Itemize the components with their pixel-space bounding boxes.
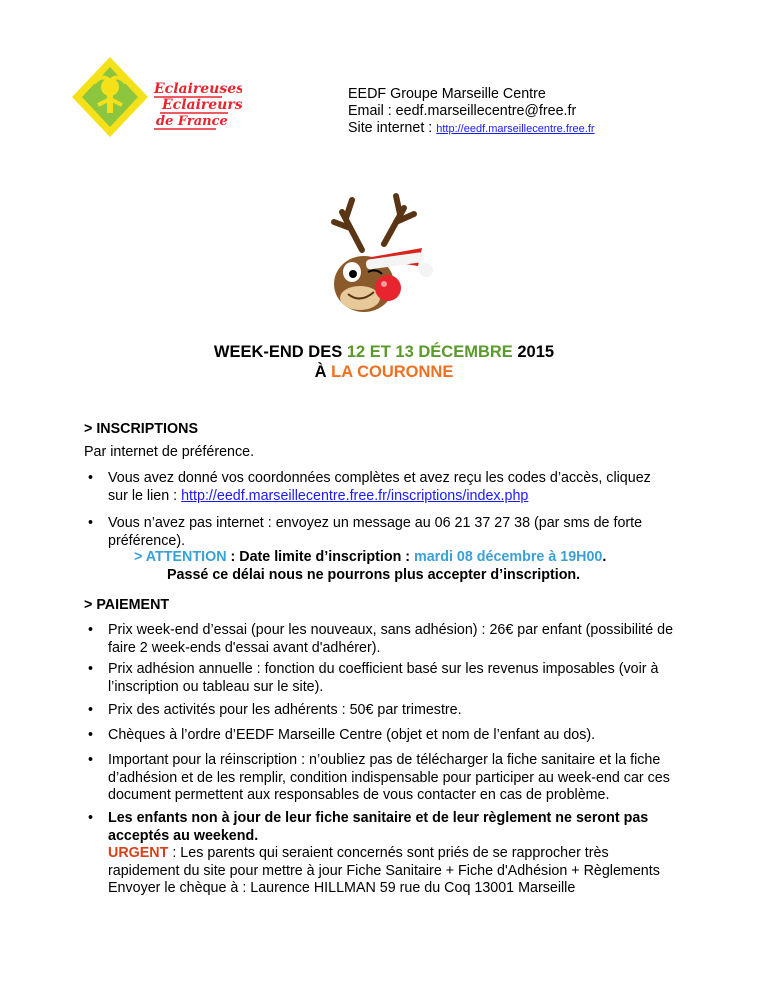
reindeer-illustration xyxy=(322,192,438,318)
attention-line-2: Passé ce délai nous ne pourrons plus accepter d’inscription. xyxy=(167,566,581,583)
attention-text: : Date limite d’inscription : xyxy=(226,549,415,565)
inscription-item-1-line-2 xyxy=(108,488,724,506)
urgent-label: URGENT xyxy=(108,845,169,861)
paiement-item-4: Chèques à l’ordre d’EEDF Marseille Centre (objet et nom de l’enfant au dos). xyxy=(108,727,596,743)
attention-line-1 xyxy=(134,549,606,567)
email-line: Email : eedf.marseillecentre@free.fr xyxy=(348,103,577,119)
title-dates: 12 ET 13 DÉCEMBRE xyxy=(346,343,513,361)
paiement-item-5-line-1: Important pour la réinscription : n’oubliez pas de télécharger la fiche sanitaire et la fiche xyxy=(108,752,661,768)
inscription-item-2-line-2: préférence). xyxy=(108,532,186,549)
inscriptions-intro: Par internet de préférence. xyxy=(84,444,255,460)
paiement-item-2-line-1: Prix adhésion annuelle : fonction du coefficient basé sur les revenus imposables (voir à xyxy=(108,661,659,677)
section-paiement-heading: > PAIEMENT xyxy=(84,597,170,613)
bullet: • xyxy=(88,470,94,486)
paiement-item-3: Prix des activités pour les adhérents : 50€ par trimestre. xyxy=(108,702,462,718)
logo-line-2: Eclaireurs xyxy=(162,97,242,113)
org-name: EEDF Groupe Marseille Centre xyxy=(348,86,546,102)
paiement-item-6-line-1: Les enfants non à jour de leur fiche sanitaire et de leur règlement ne seront pas xyxy=(108,810,649,826)
attention-end: . xyxy=(602,549,607,565)
logo-line-1: Eclaireuses xyxy=(154,81,242,97)
paiement-item-6-line-5: Envoyer le chèque à : Laurence HILLMAN 59 rue du Coq 13001 Marseille xyxy=(108,880,576,896)
title-year: 2015 xyxy=(512,343,555,361)
bullet: • xyxy=(88,727,94,743)
attention-notice xyxy=(134,549,606,584)
inscriptions-link[interactable]: http://eedf.marseillecentre.free.fr/inscriptions/index.php xyxy=(181,487,529,504)
title-prefix: WEEK-END DES xyxy=(213,343,347,361)
title-prep: À xyxy=(314,363,332,381)
bullet: • xyxy=(88,661,94,677)
header-contact xyxy=(348,86,595,138)
eedf-logo-graphic xyxy=(72,55,242,140)
bullet: • xyxy=(88,752,94,768)
attention-label: > ATTENTION xyxy=(134,549,227,565)
paiement-item-5-line-2: d’adhésion et de les remplir, condition indispensable pour participer au week-end car ces xyxy=(108,769,670,786)
paiement-item-2-line-2: l’inscription ou tableau sur le site). xyxy=(108,678,324,695)
bullet: • xyxy=(88,622,94,638)
inscription-item-1-line-1: Vous avez donné vos coordonnées complètes et avez reçu les codes d’accès, cliquez xyxy=(108,470,651,486)
link-prefix: sur le lien : xyxy=(108,487,182,504)
title-place: LA COURONNE xyxy=(331,363,454,381)
paiement-item-6-urgent xyxy=(108,845,724,863)
attention-date: mardi 08 décembre à 19H00 xyxy=(414,549,603,565)
logo-line-3: de France xyxy=(156,114,228,129)
bullet: • xyxy=(88,702,94,718)
site-line xyxy=(348,120,595,138)
eedf-logo xyxy=(72,55,242,140)
bullet: • xyxy=(88,515,94,531)
section-inscriptions-heading: > INSCRIPTIONS xyxy=(84,421,198,437)
event-title xyxy=(0,342,768,382)
title-line-2 xyxy=(0,362,768,382)
paiement-item-5-line-3: document permettent aux responsables de vous contacter en cas de problème. xyxy=(108,787,610,803)
paiement-item-6-line-4: rapidement du site pour mettre à jour Fiche Sanitaire + Fiche d'Adhésion + Règlements xyxy=(108,862,660,879)
bullet: • xyxy=(88,810,94,826)
urgent-text: : Les parents qui seraient concernés sont priés de se rapprocher très xyxy=(168,845,609,861)
paiement-item-6-line-2: acceptés au weekend. xyxy=(108,827,259,844)
title-line-1 xyxy=(0,342,768,362)
paiement-item-1-line-1: Prix week-end d’essai (pour les nouveaux, sans adhésion) : 26€ par enfant (possibilité de xyxy=(108,622,674,638)
paiement-item-1-line-2: faire 2 week-ends d'essai avant d'adhérer). xyxy=(108,639,381,656)
inscription-item-2-line-1: Vous n’avez pas internet : envoyez un message au 06 21 37 27 38 (par sms de forte xyxy=(108,515,643,531)
site-label: Site internet : xyxy=(348,120,437,136)
site-link[interactable]: http://eedf.marseillecentre.free.fr xyxy=(436,123,595,135)
